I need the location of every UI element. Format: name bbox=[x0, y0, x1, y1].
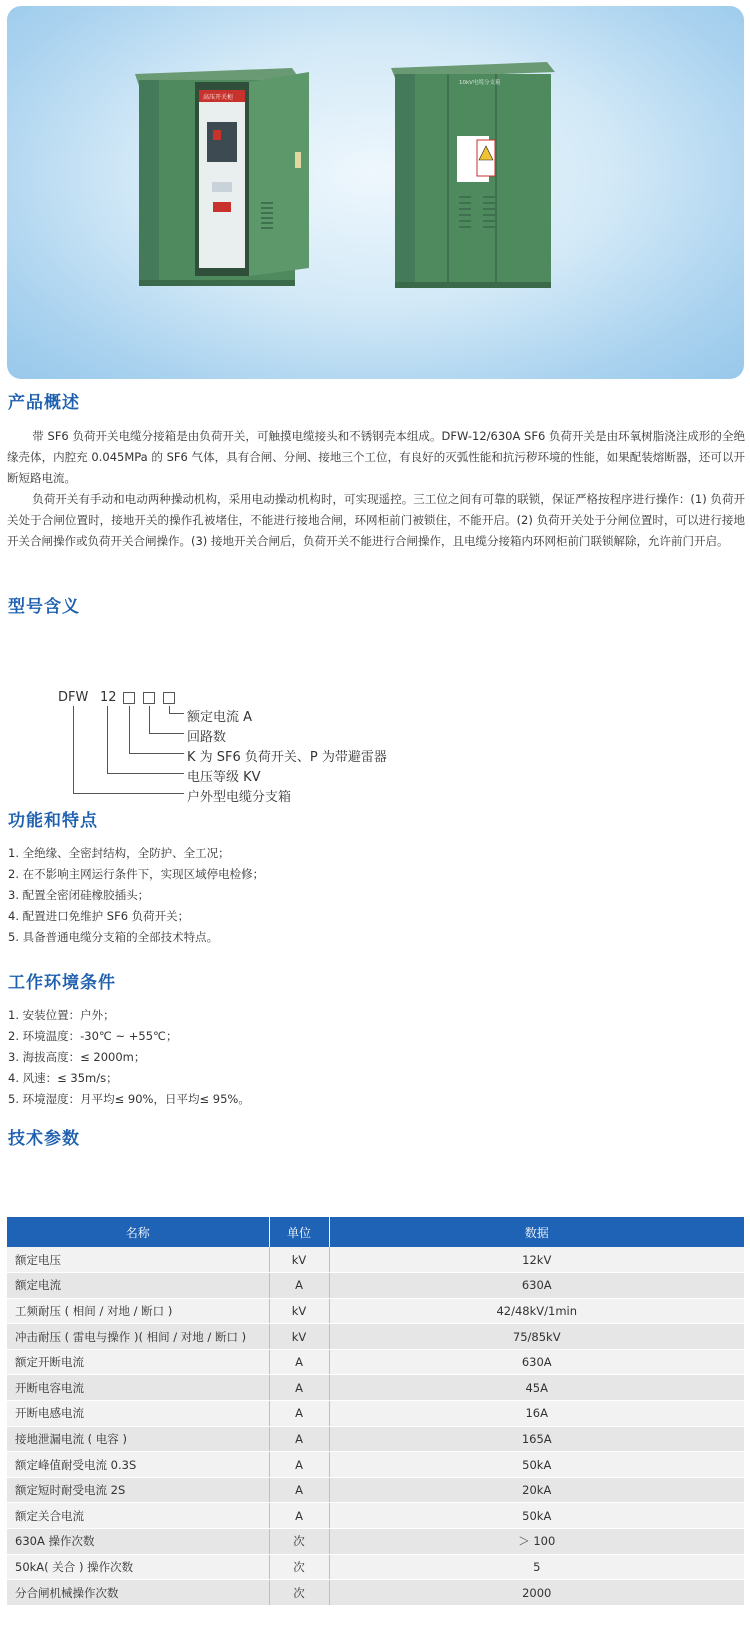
table-row bbox=[7, 1298, 744, 1324]
cell-unit: kV bbox=[269, 1247, 329, 1273]
cell-name: 额定峰值耐受电流 0.3S bbox=[7, 1452, 269, 1478]
specs-title: 技术参数 bbox=[8, 1129, 80, 1149]
table-row bbox=[7, 1247, 744, 1273]
list-item: 4. 风速：≤ 35m/s； bbox=[8, 1071, 118, 1085]
cell-unit: 次 bbox=[269, 1554, 329, 1580]
list-item: 2. 在不影响主网运行条件下，实现区域停电检修； bbox=[8, 867, 265, 881]
cell-name: 额定关合电流 bbox=[7, 1503, 269, 1529]
cell-name: 额定电流 bbox=[7, 1273, 269, 1299]
right-cabinet bbox=[391, 62, 555, 288]
cell-name: 接地泄漏电流 ( 电容 ) bbox=[7, 1426, 269, 1452]
header-value: 数据 bbox=[329, 1217, 744, 1247]
cell-name: 630A 操作次数 bbox=[7, 1529, 269, 1555]
cell-name: 开断电容电流 bbox=[7, 1375, 269, 1401]
table-row bbox=[7, 1580, 744, 1606]
cell-value: 5 bbox=[329, 1554, 744, 1580]
header-name: 名称 bbox=[7, 1217, 269, 1247]
model-label-switch-type: K 为 SF6 负荷开关、P 为带避雷器 bbox=[187, 750, 387, 765]
model-slot-current bbox=[163, 692, 175, 704]
cell-name: 50kA( 关合 ) 操作次数 bbox=[7, 1554, 269, 1580]
model-label-current: 额定电流 A bbox=[187, 710, 253, 725]
cell-value: 42/48kV/1min bbox=[329, 1298, 744, 1324]
table-row bbox=[7, 1273, 744, 1299]
cell-unit: A bbox=[269, 1426, 329, 1452]
cell-unit: A bbox=[269, 1273, 329, 1299]
overview-paragraph-1: 带 SF6 负荷开关电缆分接箱是由负荷开关，可触摸电缆接头和不锈钢壳本组成。DFW-12/630A SF6 负荷开关是由环氧树脂浇注成形的全绝缘壳体，内腔充 0.045MPa 的 SF6 气体，具有合闸、分闸、接地三个工位，有良好的灭弧性能和抗污秽环境的性能，如果配装熔断器，还可以开断短路电流。 bbox=[7, 429, 745, 485]
cell-value: 630A bbox=[329, 1273, 744, 1299]
cell-name: 冲击耐压 ( 雷电与操作 )( 相间 / 对地 / 断口 ) bbox=[7, 1324, 269, 1350]
table-row bbox=[7, 1452, 744, 1478]
list-item: 5. 环境湿度：月平均≤ 90%，日平均≤ 95%。 bbox=[8, 1092, 250, 1106]
environment-title: 工作环境条件 bbox=[8, 973, 116, 993]
product-photo bbox=[7, 6, 744, 379]
overview-title: 产品概述 bbox=[8, 393, 80, 413]
cell-value: 630A bbox=[329, 1349, 744, 1375]
list-item: 5. 具备普通电缆分支箱的全部技术特点。 bbox=[8, 930, 219, 944]
cell-unit: 次 bbox=[269, 1580, 329, 1606]
left-cabinet bbox=[135, 68, 309, 286]
cell-unit: A bbox=[269, 1375, 329, 1401]
panel-label-right: 10kV电缆分支箱 bbox=[459, 80, 501, 86]
list-item: 1. 全绝缘、全密封结构，全防护、全工况； bbox=[8, 846, 230, 860]
model-label-type: 户外型电缆分支箱 bbox=[187, 790, 292, 805]
cell-name: 工频耐压 ( 相间 / 对地 / 断口 ) bbox=[7, 1298, 269, 1324]
cell-unit: kV bbox=[269, 1298, 329, 1324]
list-item: 4. 配置进口免维护 SF6 负荷开关； bbox=[8, 909, 190, 923]
cell-value: 50kA bbox=[329, 1503, 744, 1529]
cell-name: 额定电压 bbox=[7, 1247, 269, 1273]
cell-value: 2000 bbox=[329, 1580, 744, 1606]
model-label-circuits: 回路数 bbox=[187, 730, 227, 745]
model-prefix: DFW bbox=[58, 690, 89, 705]
model-voltage: 12 bbox=[100, 690, 117, 705]
features-list bbox=[8, 843, 264, 948]
table-row bbox=[7, 1529, 744, 1555]
header-unit: 单位 bbox=[269, 1217, 329, 1247]
overview-text bbox=[7, 426, 745, 552]
overview-paragraph-2: 负荷开关有手动和电动两种操动机构，采用电动操动机构时，可实现遥控。三工位之间有可靠的联锁，保证严格按程序进行操作：(1) 负荷开关处于合闸位置时，接地开关的操作孔被堵住，不能进行接地合闸，环网柜前门被锁住，不能开启。(2) 负荷开关处于分闸位置时，可以进行接地开关合闸操作或负荷开关合闸操作。(3) 接地开关合闸后，负荷开关不能进行合闸操作，且电缆分接箱内环网柜前门联锁解除，允许前门开启。 bbox=[7, 492, 745, 548]
model-diagram bbox=[0, 690, 750, 830]
cell-unit: A bbox=[269, 1477, 329, 1503]
table-row bbox=[7, 1554, 744, 1580]
list-item: 3. 配置全密闭硅橡胶插头； bbox=[8, 888, 150, 902]
cell-value: ＞ 100 bbox=[329, 1529, 744, 1555]
cell-unit: A bbox=[269, 1452, 329, 1478]
cell-value: 165A bbox=[329, 1426, 744, 1452]
cabinet-illustration bbox=[7, 6, 744, 379]
cell-unit: 次 bbox=[269, 1529, 329, 1555]
table-row bbox=[7, 1477, 744, 1503]
table-row bbox=[7, 1375, 744, 1401]
cell-unit: A bbox=[269, 1503, 329, 1529]
table-row bbox=[7, 1401, 744, 1427]
list-item: 2. 环境温度：-30℃ ~ +55℃； bbox=[8, 1029, 178, 1043]
environment-list bbox=[8, 1005, 250, 1110]
features-title: 功能和特点 bbox=[8, 811, 98, 831]
table-row bbox=[7, 1324, 744, 1350]
cell-unit: kV bbox=[269, 1324, 329, 1350]
cell-value: 20kA bbox=[329, 1477, 744, 1503]
model-slot-k bbox=[123, 692, 135, 704]
table-row bbox=[7, 1349, 744, 1375]
model-label-voltage: 电压等级 KV bbox=[187, 770, 261, 785]
cell-unit: A bbox=[269, 1349, 329, 1375]
cell-name: 开断电感电流 bbox=[7, 1401, 269, 1427]
model-slot-circuits bbox=[143, 692, 155, 704]
cell-value: 75/85kV bbox=[329, 1324, 744, 1350]
cell-unit: A bbox=[269, 1401, 329, 1427]
cell-value: 16A bbox=[329, 1401, 744, 1427]
list-item: 3. 海拔高度：≤ 2000m； bbox=[8, 1050, 146, 1064]
cell-value: 45A bbox=[329, 1375, 744, 1401]
table-header-row bbox=[7, 1217, 744, 1247]
cell-value: 50kA bbox=[329, 1452, 744, 1478]
table-row bbox=[7, 1503, 744, 1529]
specs-table bbox=[7, 1217, 744, 1606]
cell-name: 分合闸机械操作次数 bbox=[7, 1580, 269, 1606]
cell-name: 额定短时耐受电流 2S bbox=[7, 1477, 269, 1503]
model-title: 型号含义 bbox=[8, 597, 80, 617]
panel-label-left: 高压开关柜 bbox=[203, 94, 234, 101]
cell-name: 额定开断电流 bbox=[7, 1349, 269, 1375]
cell-value: 12kV bbox=[329, 1247, 744, 1273]
table-row bbox=[7, 1426, 744, 1452]
list-item: 1. 安装位置：户外； bbox=[8, 1008, 115, 1022]
